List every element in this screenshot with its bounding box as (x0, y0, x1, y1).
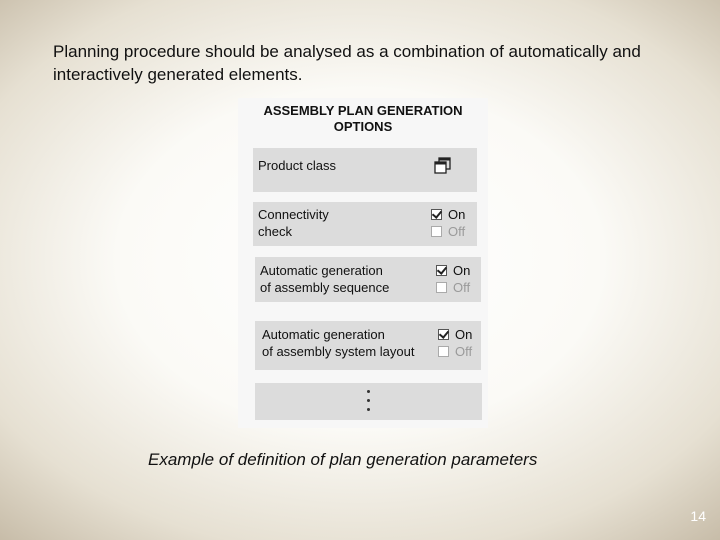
connectivity-on-label: On (448, 207, 466, 222)
layout-on-label: On (455, 327, 473, 342)
copy-windows-icon[interactable] (434, 157, 452, 175)
page-number: 14 (690, 508, 706, 524)
connectivity-label-line1: Connectivity (258, 207, 329, 222)
connectivity-on-option[interactable] (431, 206, 465, 223)
connectivity-toggle (431, 206, 465, 240)
intro-text: Planning procedure should be analysed as a combination of automatically and interactively generated elements. (53, 42, 641, 84)
sequence-on-label: On (453, 263, 471, 278)
layout-on-option[interactable] (438, 326, 472, 343)
empty-checkbox-icon[interactable] (438, 346, 449, 357)
checked-checkbox-icon[interactable] (431, 209, 442, 220)
layout-off-option[interactable] (438, 343, 472, 360)
layout-off-label: Off (455, 344, 473, 359)
layout-label (262, 326, 414, 360)
vertical-ellipsis-icon (367, 390, 371, 418)
sequence-off-option[interactable] (436, 279, 470, 296)
connectivity-label-line2: check (258, 224, 292, 239)
sequence-toggle (436, 262, 470, 296)
product-class-label: Product class (258, 158, 337, 173)
connectivity-label (258, 206, 329, 240)
sequence-label-line2: of assembly sequence (260, 280, 390, 295)
layout-toggle (438, 326, 472, 360)
sequence-label (260, 262, 389, 296)
layout-label-line1: Automatic generation (262, 327, 385, 342)
checked-checkbox-icon[interactable] (436, 265, 447, 276)
connectivity-off-option[interactable] (431, 223, 465, 240)
connectivity-off-label: Off (448, 224, 466, 239)
checked-checkbox-icon[interactable] (438, 329, 449, 340)
empty-checkbox-icon[interactable] (431, 226, 442, 237)
sequence-on-option[interactable] (436, 262, 470, 279)
layout-label-line2: of assembly system layout (262, 344, 415, 359)
panel-title: ASSEMBLY PLAN GENERATION OPTIONS (263, 103, 463, 134)
empty-checkbox-icon[interactable] (436, 282, 447, 293)
sequence-off-label: Off (453, 280, 471, 295)
sequence-label-line1: Automatic generation (260, 263, 383, 278)
figure-caption: Example of definition of plan generation parameters (148, 450, 538, 469)
